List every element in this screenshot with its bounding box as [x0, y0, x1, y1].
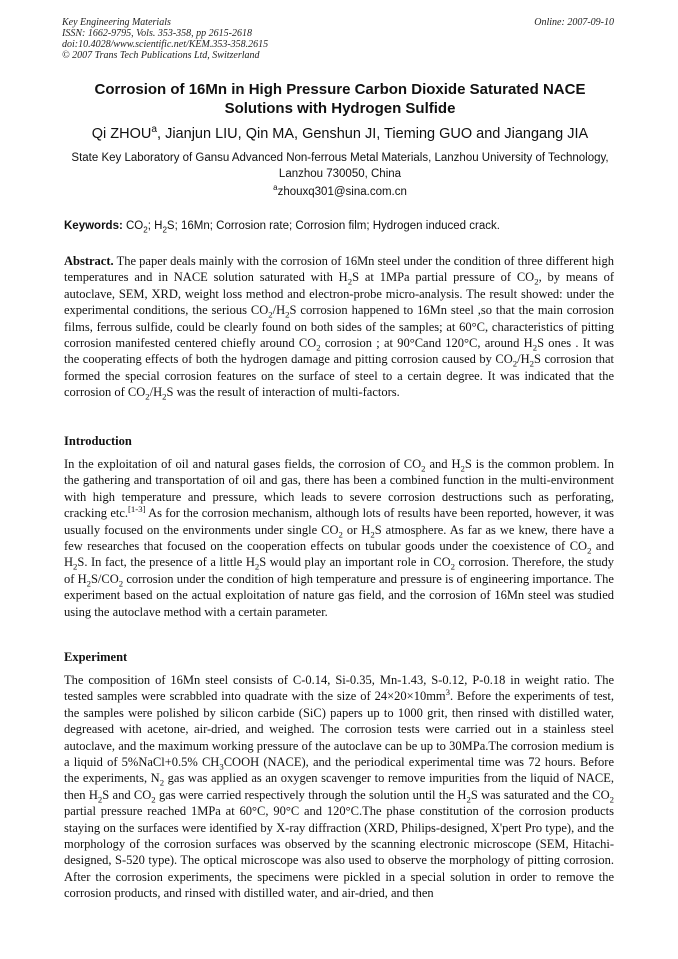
email-address: zhouxq301@sina.com.cn — [277, 186, 407, 198]
affiliation: State Key Laboratory of Gansu Advanced Non-ferrous Metal Materials, Lanzhou University of Technology, Lanzhou 730050, China — [71, 152, 609, 180]
introduction-heading: Introduction — [64, 434, 132, 448]
online-date: Online: 2007-09-10 — [534, 17, 614, 28]
keywords: Keywords: $CO_2$; $H_2S$; 16Mn; Corrosion rate; Corrosion film; Hydrogen induced crack. — [64, 220, 500, 235]
abstract-paragraph: Abstract. The paper deals mainly with the corrosion of 16Mn steel under the condition of three different high temperatures and in NACE solution saturated with $H_2S$ at 1MPa partial pressure of $CO_2$, by means of autoclave, SEM, XRD, weight loss method and electron-probe micro-analysis. The result showed: under the experimental conditions, the serious $CO_2/H_2S$ corrosion happened to 16Mn steel ,so that the main corrosion films, ferrous sulfide, could be clearly found on both sides of the samples; at 60°C, characteristics of pitting corrosion manifested centered chiefly around $CO_2$ corrosion ; at 90°Cand 120°C, around $H_2S$ ones . It was the cooperating effects of both the hydrogen damage and pitting corrosion caused by $CO_2/H_2S$ corrosion that formed the special corrosion features on the surface of steel to a certain degree. It was indicated that the corrosion of $CO_2/H_2S$ was the result of interaction of multi-factors. — [64, 254, 614, 402]
first-author: Qi ZHOU — [91, 126, 152, 142]
paper-title: Corrosion of 16Mn in High Pressure Carbon Dioxide Saturated NACE Solutions with Hydrogen Sulfide — [94, 81, 586, 117]
journal-name: Key Engineering Materials — [62, 17, 171, 28]
keywords-label: Keywords: — [64, 220, 123, 232]
author-email — [60, 185, 620, 200]
issn-line: ISSN: 1662-9795, Vols. 353-358, pp 2615-2618 — [62, 28, 252, 39]
experiment-heading: Experiment — [64, 650, 128, 664]
other-authors: , Jianjun LIU, Qin MA, Genshun JI, Tieming GUO and Jiangang JIA — [157, 126, 589, 142]
experiment-paragraph: The composition of 16Mn steel consists of C-0.14, Si-0.35, Mn-1.43, S-0.12, P-0.18 in weight ratio. The tested samples were scrabbled into quadrate with the size of $24\times 20\times 10mm^3$. Before the experiments of test, the samples were polished by silicon carbide (SiC) papers up to 1000 grit, then rinsed with distilled water, degreased with acetone, air-dried, and weighed. The corrosion tests were carried out in a stainless steel autoclave, and the maximum working pressure of the autoclave can be up to 30MPa.The corrosion medium is a liquid of 5%NaCl+0.5% $CH_3COOH$ (NACE), and the periodical experimental time was 72 hours. Before the experiments, $N_2$ gas was applied as an oxygen scavenger to remove impurities from the liquid of NACE, then $H_2S$ and $CO_2$ gas were carried respectively through the solution until the $H_2S$ was saturated and the $CO_2$ partial pressure reached 1MPa at 60°C, 90°C and 120°C.The phase constitution of the corrosion products staying on the surfaces were identified by X-ray diffraction (XRD, Philips-designed, X'pert Pro type), and the morphology of the corrosion surfaces was observed by the scanning electronic microscope (SEM, Hitachi-designed, S-520 type). The optical microscope was also used to observe the morphology of pitting corrosion. After the corrosion experiments, the specimens were pickled in a special solution in order to remove the corrosion products, and rinsed with distilled water, and air-dried, and then — [64, 673, 614, 901]
doi-line: doi:10.4028/www.scientific.net/KEM.353-358.2615 — [62, 39, 269, 50]
copyright-line: © 2007 Trans Tech Publications Ltd, Switzerland — [62, 50, 260, 61]
publication-metadata — [62, 17, 268, 61]
email-superscript: a — [273, 183, 278, 193]
author-superscript: a — [151, 124, 158, 136]
author-list — [60, 125, 620, 143]
citation-reference: [1-3] — [128, 504, 146, 515]
abstract-label: Abstract. — [64, 254, 114, 268]
introduction-paragraph: In the exploitation of oil and natural gases fields, the corrosion of $CO_2$ and $H_2S$ is the common problem. In the gathering and transportation of oil and gas, there has been a combined function in the multi-environment with high temperature and pressure, which leads to severe corrosion destructions such as perforating, cracking etc.[1-3] As for the corrosion mechanism, although lots of results have been reported, however, it was usually focused on the environments under single $CO_2$ or $H_2S$ atmosphere. As far as we knew, there have a few researches that focused on the cooperation effects on tubular goods under the coexistence of $CO_2$ and $H_2S$. In fact, the presence of a little $H_2S$ would play an important role in $CO_2$ corrosion. Therefore, the study of $H_2S/CO_2$ corrosion under the condition of high temperature and pressure is of engineering importance. The experiment based on the actual exploitation of nature gas field, and the corrosion of 16Mn steel was studied using the autoclave method with a certain parameter. — [64, 457, 614, 619]
